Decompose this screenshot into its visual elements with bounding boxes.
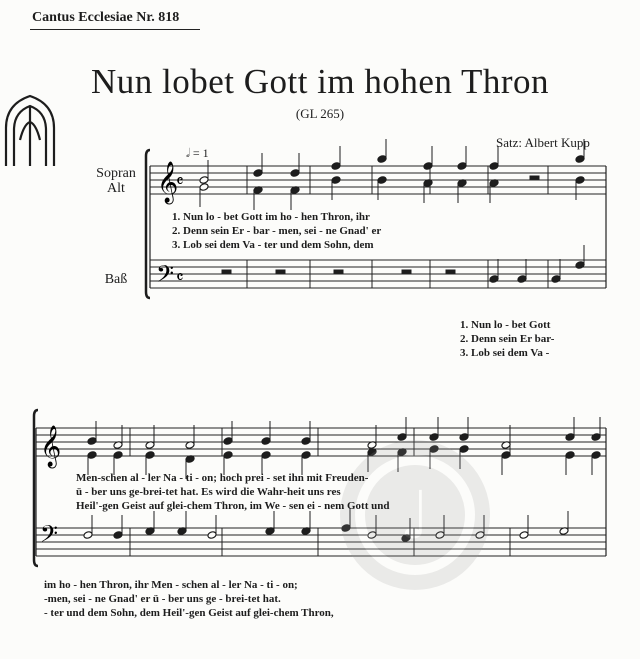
alto-note	[113, 451, 123, 460]
treble-clef-icon: 𝄞	[157, 162, 179, 203]
alto-note	[87, 451, 97, 460]
soprano-note	[429, 433, 439, 442]
alto-note	[199, 183, 209, 192]
soprano-note	[489, 162, 499, 171]
rest	[446, 270, 455, 273]
alto-note	[377, 176, 387, 185]
alto-note	[459, 445, 469, 454]
alto-note	[331, 176, 341, 185]
lyric-line-3: Heil'-gen Geist auf glei-chem Thron, im We - sen ei - nem Gott und	[76, 500, 390, 512]
gothic-window-logo	[6, 96, 54, 166]
page-title: Nun lobet Gott im hohen Thron	[90, 62, 550, 101]
soprano-note	[261, 437, 271, 446]
svg-text:♩: ♩	[399, 477, 431, 554]
soprano-note	[575, 155, 585, 164]
soprano-note	[591, 433, 601, 442]
rest	[276, 270, 285, 273]
rest	[402, 270, 411, 273]
lyric-line-3: 3. Lob sei dem Va - ter und dem Sohn, dem	[172, 239, 374, 251]
soprano-note	[457, 162, 467, 171]
bass-note	[519, 531, 529, 540]
bass-note	[113, 531, 123, 540]
voice-label-alto: Alt	[107, 181, 125, 196]
soprano-note	[331, 162, 341, 171]
alto-note	[575, 176, 585, 185]
bass-lyric-line-3: 3. Lob sei dem Va -	[460, 347, 550, 359]
series-label: Cantus Ecclesiae Nr. 818	[32, 10, 180, 25]
soprano-note	[459, 433, 469, 442]
bass-lyric-line-1: im ho - hen Thron, ihr Men - schen al - ler Na - ti - on;	[44, 579, 298, 591]
voice-label-bass: Baß	[104, 272, 128, 287]
soprano-note	[87, 437, 97, 446]
bass-note	[489, 275, 499, 284]
voice-label-soprano: Sopran	[96, 166, 136, 181]
bass-note	[207, 531, 217, 540]
rest	[222, 270, 231, 273]
alto-note	[145, 451, 155, 460]
lyric-line-1: 1. Nun lo - bet Gott im ho - hen Thron, ihr	[172, 211, 370, 223]
bass-lyric-line-1: 1. Nun lo - bet Gott	[460, 319, 551, 331]
alto-note	[301, 451, 311, 460]
rest	[530, 176, 539, 179]
alto-note	[501, 451, 511, 460]
alto-note	[591, 451, 601, 460]
bass-note	[551, 275, 561, 284]
bass-clef-icon: 𝄢	[40, 520, 59, 553]
bass-clef-icon: 𝄢	[156, 260, 175, 293]
bass-lyric-line-2: 2. Denn sein Er bar-	[460, 333, 555, 345]
common-time-icon: 𝄴	[176, 268, 184, 288]
common-time-icon: 𝄴	[176, 172, 184, 192]
soprano-note	[377, 155, 387, 164]
soprano-note	[301, 437, 311, 446]
alto-note	[565, 451, 575, 460]
alto-note	[261, 451, 271, 460]
hymnal-reference: (GL 265)	[295, 106, 345, 121]
bass-note	[575, 261, 585, 270]
soprano-note	[223, 437, 233, 446]
soprano-note	[397, 433, 407, 442]
lyric-line-1: Men-schen al - ler Na - ti - on; hoch prei - set ihn mit Freuden-	[76, 472, 369, 484]
soprano-note	[423, 162, 433, 171]
soprano-note	[565, 433, 575, 442]
arranger-credit: Satz: Albert Kupp	[496, 135, 590, 150]
soprano-note	[290, 169, 300, 178]
bass-note	[517, 275, 527, 284]
tempo-marking: 𝅗𝅥 = 1	[186, 146, 209, 160]
publisher-watermark	[340, 440, 490, 590]
lyric-line-2: ü - ber uns ge-brei-tet hat. Es wird die Wahr-heit uns res	[76, 486, 341, 498]
bass-lyric-line-2: -men, sei - ne Gnad' er ü - ber uns ge - brei-tet hat.	[44, 593, 281, 605]
lyric-line-2: 2. Denn sein Er - bar - men, sei - ne Gnad' er	[172, 225, 382, 237]
rest	[334, 270, 343, 273]
treble-clef-icon: 𝄞	[40, 426, 62, 467]
bass-note	[83, 531, 93, 540]
alto-note	[223, 451, 233, 460]
soprano-note	[253, 169, 263, 178]
soprano-note	[199, 176, 209, 185]
bass-lyric-line-3: - ter und dem Sohn, dem Heil'-gen Geist auf glei-chem Thron,	[44, 607, 334, 619]
